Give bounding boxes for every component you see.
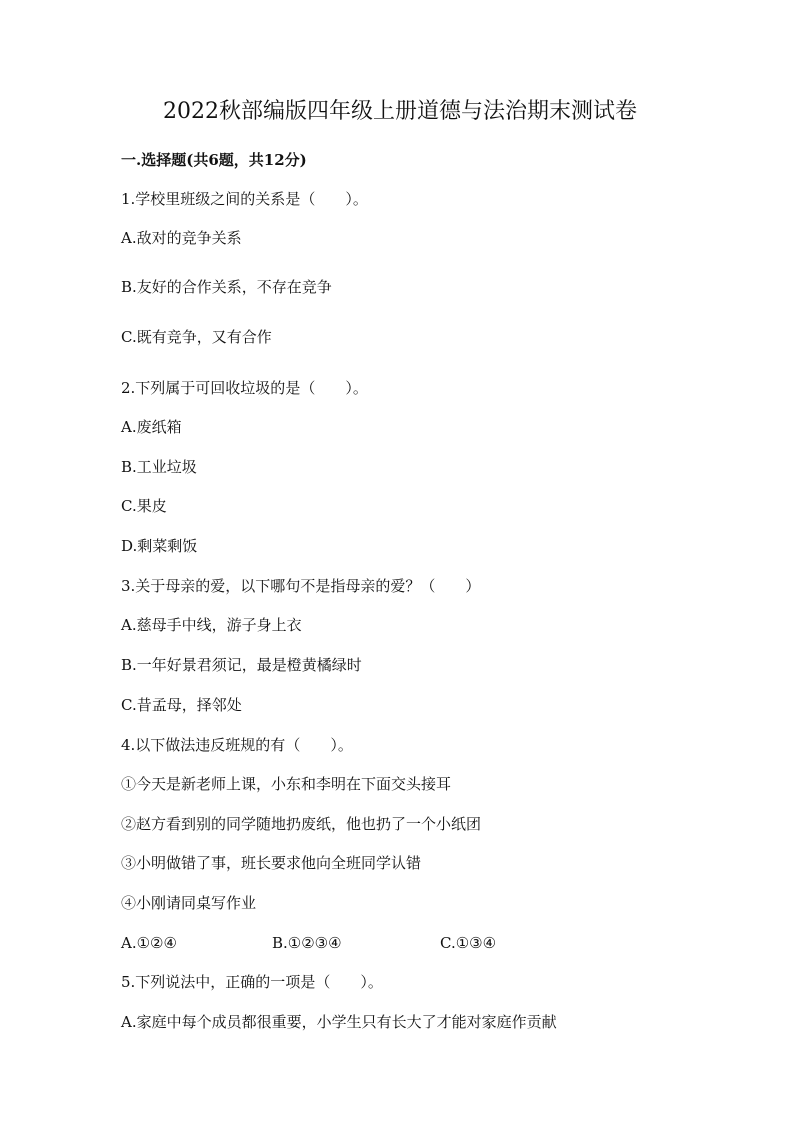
q2-option-d: D.剩菜剩饭: [121, 537, 198, 555]
q3-option-b: B.一年好景君须记，最是橙黄橘绿时: [121, 656, 362, 674]
q4-statement-4: ④小刚请同桌写作业: [121, 894, 257, 912]
page-title: 2022秋部编版四年级上册道德与法治期末测试卷: [163, 99, 637, 124]
question-5: 5.下列说法中，正确的一项是（ ）。: [121, 973, 383, 991]
q4-statement-2: ②赵方看到别的同学随地扔废纸，他也扔了一个小纸团: [121, 815, 482, 833]
q1-option-c: C.既有竞争，又有合作: [121, 328, 272, 346]
q4-option-b: B.①②③④: [272, 934, 342, 952]
q2-option-a: A.废纸箱: [121, 418, 182, 436]
q3-option-c: C.昔孟母，择邻处: [121, 696, 242, 714]
q4-statement-3: ③小明做错了事，班长要求他向全班同学认错: [121, 854, 422, 872]
question-2: 2.下列属于可回收垃圾的是（ ）。: [121, 379, 368, 397]
q1-option-a: A.敌对的竞争关系: [121, 229, 242, 247]
question-3: 3.关于母亲的爱，以下哪句不是指母亲的爱？（ ）: [121, 577, 481, 595]
q4-option-c: C.①③④: [440, 934, 497, 952]
q4-option-a: A.①②④: [121, 934, 177, 952]
q5-option-a: A.家庭中每个成员都很重要，小学生只有长大了才能对家庭作贡献: [121, 1013, 557, 1031]
question-1: 1.学校里班级之间的关系是（ ）。: [121, 190, 368, 208]
q3-option-a: A.慈母手中线，游子身上衣: [121, 616, 302, 634]
q4-statement-1: ①今天是新老师上课，小东和李明在下面交头接耳: [121, 775, 452, 793]
q2-option-c: C.果皮: [121, 497, 167, 515]
question-4: 4.以下做法违反班规的有（ ）。: [121, 736, 353, 754]
q2-option-b: B.工业垃圾: [121, 458, 197, 476]
section-heading: 一.选择题(共6题，共12分): [121, 151, 307, 169]
q1-option-b: B.友好的合作关系，不存在竞争: [121, 278, 332, 296]
